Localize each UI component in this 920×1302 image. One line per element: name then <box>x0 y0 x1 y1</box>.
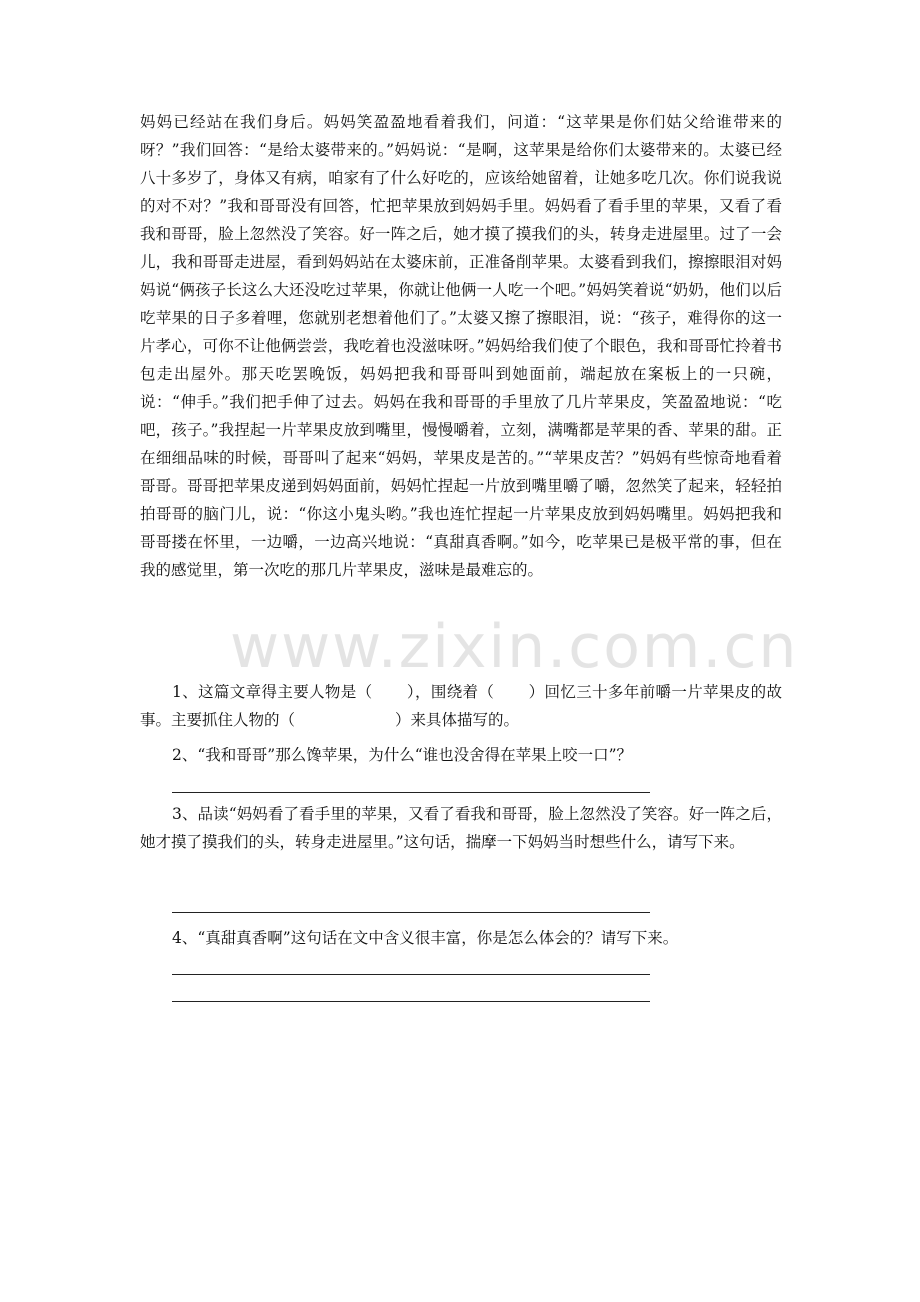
answer-line-q4-1[interactable] <box>172 974 650 975</box>
question-1-part-a: 1、这篇文章得主要人物是（ <box>172 683 373 701</box>
answer-line-q3[interactable] <box>172 912 650 913</box>
watermark: www.zixin.com.cn <box>230 612 799 682</box>
question-2: 2、“我和哥哥”那么馋苹果，为什么“谁也没舍得在苹果上咬一口”？ <box>172 746 633 764</box>
question-1-part-c: ）回忆三十多年前嚼一片苹果皮的故事。主要抓住人物的（ <box>140 683 782 729</box>
answer-line-q4-2[interactable] <box>172 1001 650 1002</box>
answer-line-q2[interactable] <box>172 792 650 793</box>
question-1-part-d: ）来具体描写的。 <box>395 711 520 729</box>
question-1 <box>140 678 782 734</box>
story-paragraph: 妈妈已经站在我们身后。妈妈笑盈盈地看着我们，问道：“这苹果是你们姑父给谁带来的呀？”我们回答：“是给太婆带来的。”妈妈说：“是啊，这苹果是给你们太婆带来的。太婆已经八十多岁了，身体又有病，咱家有了什么好吃的，应该给她留着，让她多吃几次。你们说我说的对不对？”我和哥哥没有回答，忙把苹果放到妈妈手里。妈妈看了看手里的苹果，又看了看我和哥哥，脸上忽然没了笑容。好一阵之后，她才摸了摸我们的头，转身走进屋里。过了一会儿，我和哥哥走进屋，看到妈妈站在太婆床前，正准备削苹果。太婆看到我们，擦擦眼泪对妈妈说“俩孩子长这么大还没吃过苹果，你就让他俩一人吃一个吧。”妈妈笑着说“奶奶，他们以后吃苹果的日子多着哩，您就别老想着他们了。”太婆又擦了擦眼泪，说：“孩子，难得你的这一片孝心，可你不让他俩尝尝，我吃着也没滋味呀。”妈妈给我们使了个眼色，我和哥哥忙拎着书包走出屋外。那天吃罢晚饭，妈妈把我和哥哥叫到她面前，端起放在案板上的一只碗，说：“伸手。”我们把手伸了过去。妈妈在我和哥哥的手里放了几片苹果皮，笑盈盈地说：“吃吧，孩子。”我捏起一片苹果皮放到嘴里，慢慢嚼着，立刻，满嘴都是苹果的香、苹果的甜。正在细细品味的时候，哥哥叫了起来“妈妈，苹果皮是苦的。”“苹果皮苦？”妈妈有些惊奇地看着哥哥。哥哥把苹果皮递到妈妈面前，妈妈忙捏起一片放到嘴里嚼了嚼，忽然笑了起来，轻轻拍拍哥哥的脑门儿，说：“你这小鬼头哟。”我也连忙捏起一片苹果皮放到妈妈嘴里。妈妈把我和哥哥搂在怀里，一边嚼，一边高兴地说：“真甜真香啊。”如今，吃苹果已是极平常的事，但在我的感觉里，第一次吃的那几片苹果皮，滋味是最难忘的。 <box>140 113 782 579</box>
question-1-part-b: ），围绕着（ <box>406 683 495 701</box>
question-3: 3、品读“妈妈看了看手里的苹果，又看了看我和哥哥，脸上忽然没了笑容。好一阵之后，她才摸了摸我们的头，转身走进屋里。”这句话，揣摩一下妈妈当时想些什么，请写下来。 <box>140 805 782 851</box>
question-4: 4、“真甜真香啊”这句话在文中含义很丰富，你是怎么体会的？请写下来。 <box>172 929 679 947</box>
